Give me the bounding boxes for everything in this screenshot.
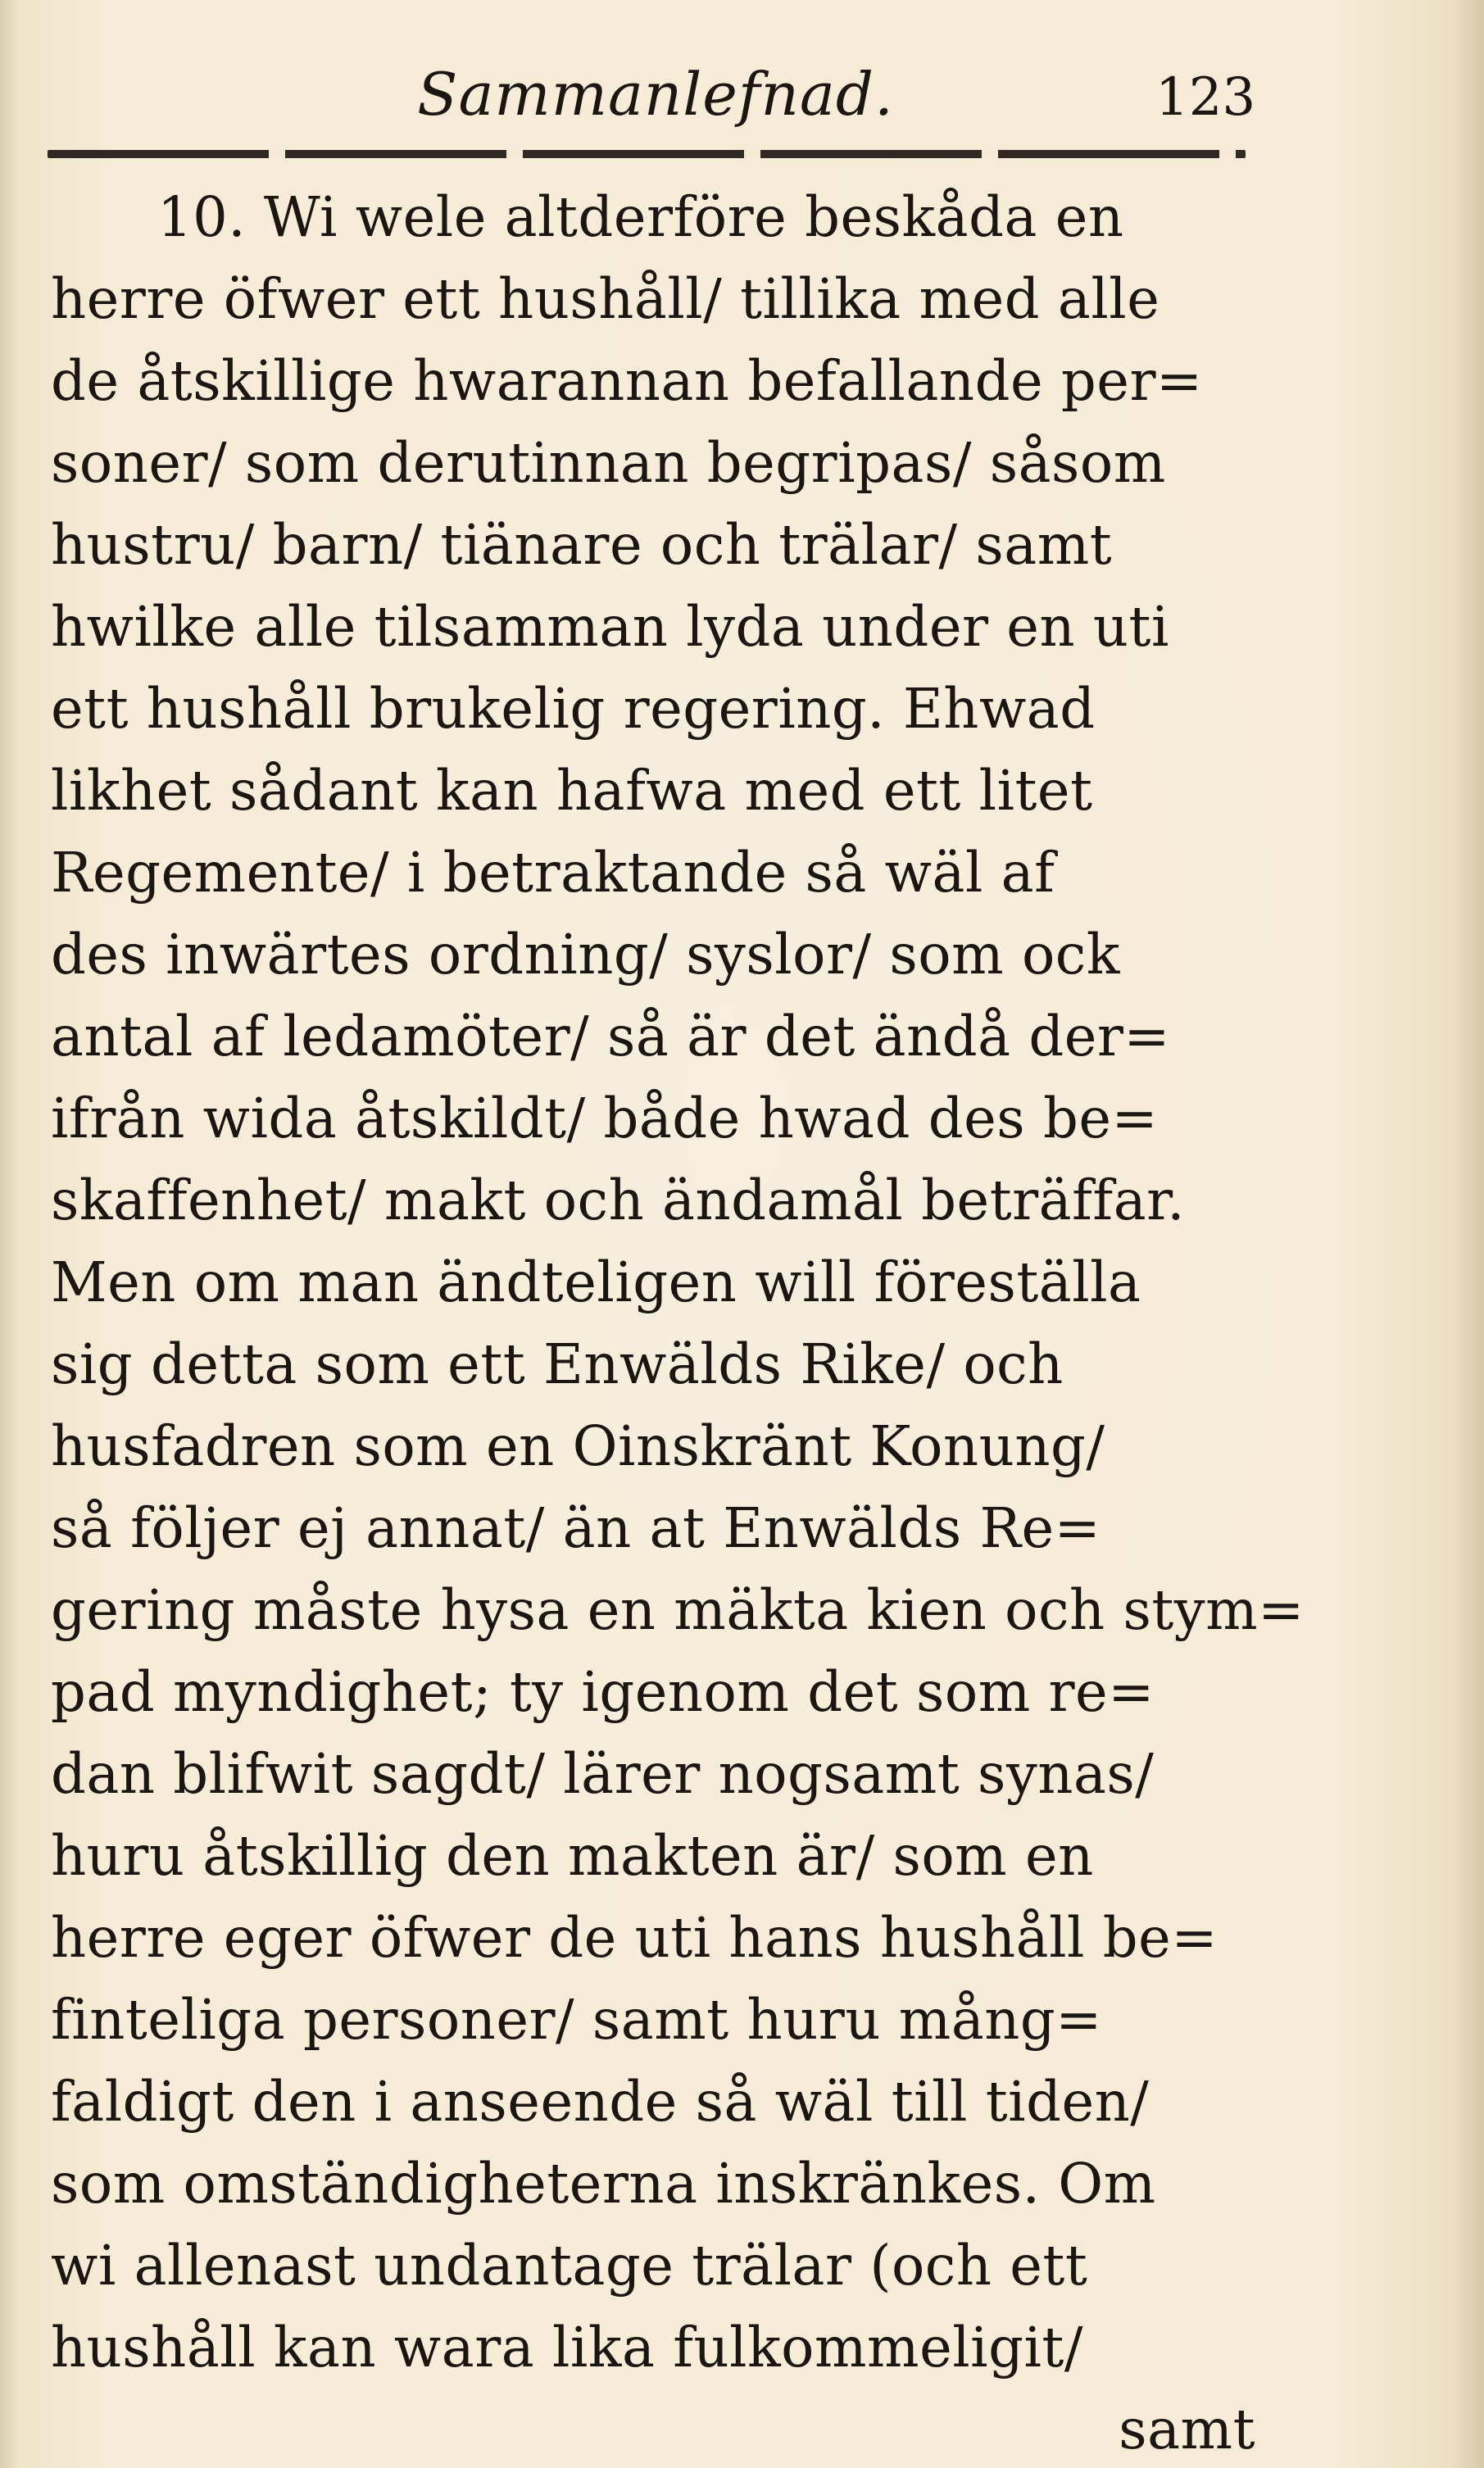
- text-line: Regemente/ i betraktande så wäl af: [51, 841, 1055, 905]
- header-rule: [48, 150, 1246, 158]
- text-line: de åtskillige hwarannan befallande per=: [51, 349, 1203, 413]
- text-line: soner/ som derutinnan begripas/ såsom: [51, 431, 1166, 495]
- text-line: des inwärtes ordning/ syslor/ som ock: [51, 923, 1120, 987]
- body-text: [51, 176, 1305, 2461]
- text-line: sig detta som ett Enwälds Rike/ och: [51, 1332, 1064, 1396]
- text-line: dan blifwit sagdt/ lärer nogsamt synas/: [51, 1742, 1155, 1806]
- text-line: hwilke alle tilsamman lyda under en uti: [51, 595, 1169, 659]
- running-title: Sammanlefnad.: [417, 60, 894, 129]
- text-line: antal af ledamöter/ så är det ändå der=: [51, 1005, 1171, 1068]
- text-line: faldigt den i anseende så wäl till tiden/: [51, 2070, 1150, 2134]
- text-line: gering måste hysa en mäkta kien och stym=: [51, 1578, 1305, 1642]
- text-line: husfadren som en Oinskränt Konung/: [51, 1414, 1105, 1478]
- text-line: herre öfwer ett hushåll/ tillika med alle: [51, 267, 1160, 331]
- text-line: likhet sådant kan hafwa med ett litet: [51, 759, 1093, 823]
- text-line: hustru/ barn/ tiänare och trälar/ samt: [51, 513, 1113, 577]
- text-line: Men om man ändteligen will föreställa: [51, 1250, 1141, 1314]
- text-line: ifrån wida åtskildt/ både hwad des be=: [51, 1087, 1159, 1150]
- text-line: så följer ej annat/ än at Enwälds Re=: [51, 1496, 1101, 1560]
- page-header: [0, 57, 1484, 147]
- text-line: som omständigheterna inskränkes. Om: [51, 2152, 1156, 2216]
- text-line: herre eger öfwer de uti hans hushåll be=: [51, 1906, 1218, 1970]
- text-line: hushåll kan wara lika fulkommeligit/: [51, 2316, 1083, 2380]
- page-edge-shadow: [1451, 0, 1484, 2468]
- catchword: samt: [1119, 2398, 1255, 2461]
- text-line: wi allenast undantage trälar (och ett: [51, 2234, 1088, 2298]
- text-line: ett hushåll brukelig regering. Ehwad: [51, 677, 1096, 741]
- text-line: pad myndighet; ty igenom det som re=: [51, 1660, 1155, 1724]
- text-line: finteliga personer/ samt huru mång=: [51, 1988, 1102, 2052]
- text-line: huru åtskillig den makten är/ som en: [51, 1824, 1094, 1888]
- text-line: skaffenhet/ makt och ändamål beträffar.: [51, 1168, 1186, 1232]
- gutter-shadow: [0, 0, 20, 2468]
- text-line: 10. Wi wele altderföre beskåda en: [157, 185, 1124, 249]
- page-number: 123: [1155, 67, 1256, 128]
